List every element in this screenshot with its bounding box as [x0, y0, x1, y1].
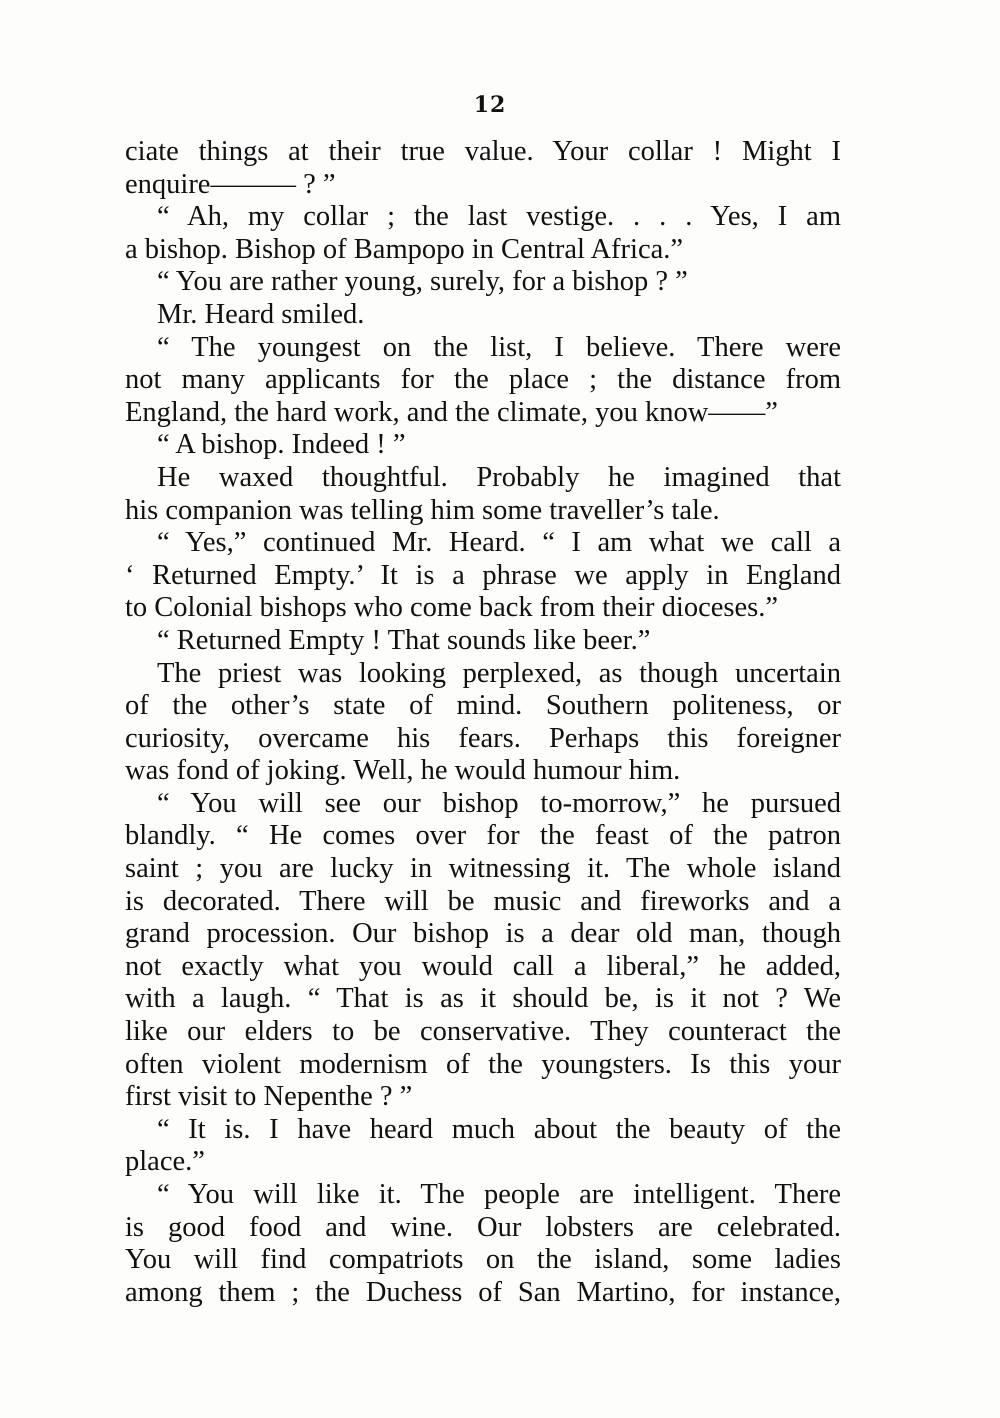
text-line: with a laugh. “ That is as it should be, is it not ? We: [125, 983, 841, 1015]
text-line: enquire——— ? ”: [125, 168, 336, 200]
text-line: “ It is. I have heard much about the beauty of the: [157, 1113, 841, 1145]
text-line: first visit to Nepenthe ? ”: [125, 1081, 413, 1113]
text-line: ‘ Returned Empty.’ It is a phrase we apply in England: [125, 559, 841, 591]
text-line: saint ; you are lucky in witnessing it. The whole island: [125, 853, 841, 885]
text-line: to Colonial bishops who come back from their dioceses.”: [125, 592, 778, 624]
body-text: [125, 136, 841, 1309]
text-line: not exactly what you would call a liberal,” he added,: [125, 950, 841, 982]
text-line: among them ; the Duchess of San Martino, for instance,: [125, 1276, 841, 1308]
text-line: is good food and wine. Our lobsters are celebrated.: [125, 1211, 841, 1243]
text-line: like our elders to be conservative. They counteract the: [125, 1016, 841, 1048]
text-line: Mr. Heard smiled.: [157, 298, 365, 330]
text-line: curiosity, overcame his fears. Perhaps this foreigner: [125, 722, 841, 754]
text-line: The priest was looking perplexed, as though uncertain: [157, 657, 841, 689]
text-line: grand procession. Our bishop is a dear old man, though: [125, 918, 841, 950]
text-line: He waxed thoughtful. Probably he imagined that: [157, 461, 841, 493]
text-line: “ A bishop. Indeed ! ”: [157, 429, 406, 461]
text-line: “ The youngest on the list, I believe. There were: [157, 331, 841, 363]
text-line: often violent modernism of the youngsters. Is this your: [125, 1048, 841, 1080]
text-line: place.”: [125, 1146, 205, 1178]
text-line: of the other’s state of mind. Southern politeness, or: [125, 690, 841, 722]
text-line: not many applicants for the place ; the distance from: [125, 364, 841, 396]
text-line: is decorated. There will be music and fireworks and a: [125, 885, 841, 917]
text-line: England, the hard work, and the climate, you know——”: [125, 396, 778, 428]
page-number: 12: [473, 92, 507, 118]
text-line: “ You will like it. The people are intelligent. There: [157, 1179, 841, 1210]
text-line: was fond of joking. Well, he would humour him.: [125, 755, 681, 787]
text-line: “ Yes,” continued Mr. Heard. “ I am what we call a: [157, 527, 841, 559]
text-line: blandly. “ He comes over for the feast of the patron: [125, 820, 841, 852]
text-line: “ Ah, my collar ; the last vestige. . . . Yes, I am: [157, 201, 841, 233]
text-line: “ You are rather young, surely, for a bishop ? ”: [157, 266, 688, 298]
text-line: “ You will see our bishop to-morrow,” he pursued: [157, 787, 841, 819]
text-line: You will find compatriots on the island, some ladies: [125, 1244, 841, 1276]
text-line: “ Returned Empty ! That sounds like beer.”: [157, 624, 651, 656]
text-line: ciate things at their true value. Your collar ! Might I: [125, 136, 841, 167]
text-line: his companion was telling him some traveller’s tale.: [125, 494, 720, 526]
text-line: a bishop. Bishop of Bampopo in Central Africa.”: [125, 233, 684, 265]
